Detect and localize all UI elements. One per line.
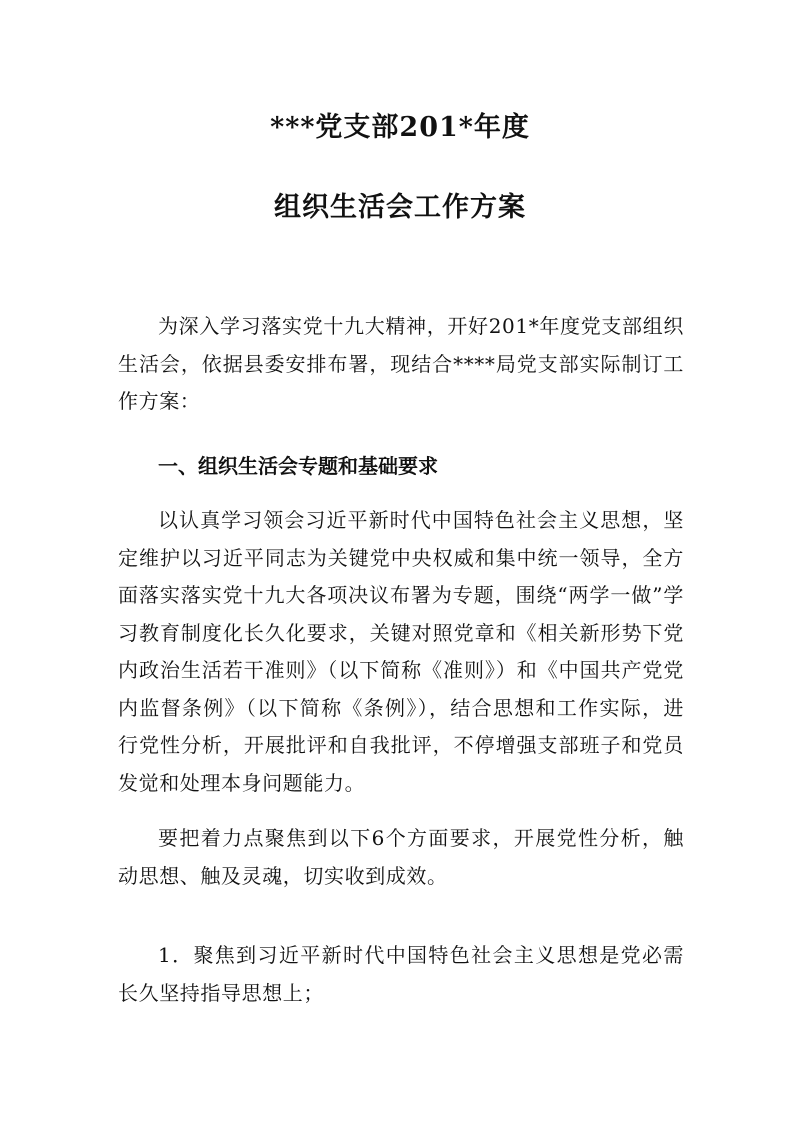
body-paragraph: 要把着力点聚焦到以下6个方面要求，开展党性分析，触动思想、触及灵魂，切实收到成效。 xyxy=(118,826,684,888)
body-paragraph: 以认真学习领会习近平新时代中国特色社会主义思想，坚定维护以习近平同志为关键党中央权威和集中统一领导，全方面落实落实党十九大各项决议布署为专题，围绕“两学一做”学习教育制度化长久化要求，关键对照党章和《相关新形势下党内政治生活若干准则》（以下简称《准则》）和《中国共产党党内监督条例》（以下简称《条例》），结合思想和工作实际，进行党性分析，开展批评和自我批评，不停增强支部班子和党员发觉和处理本身问题能力。 xyxy=(118,508,684,795)
list-item: 1．聚焦到习近平新时代中国特色社会主义思想是党必需长久坚持指导思想上； xyxy=(118,943,684,1005)
section-heading: 一、组织生活会专题和基础要求 xyxy=(158,454,438,478)
document-title-line1: ***党支部201*年度 xyxy=(270,112,530,143)
intro-paragraph: 为深入学习落实党十九大精神，开好201*年度党支部组织生活会，依据县委安排布署，现结合****局党支部实际制订工作方案： xyxy=(118,314,684,413)
document-title-line2: 组织生活会工作方案 xyxy=(274,192,526,223)
